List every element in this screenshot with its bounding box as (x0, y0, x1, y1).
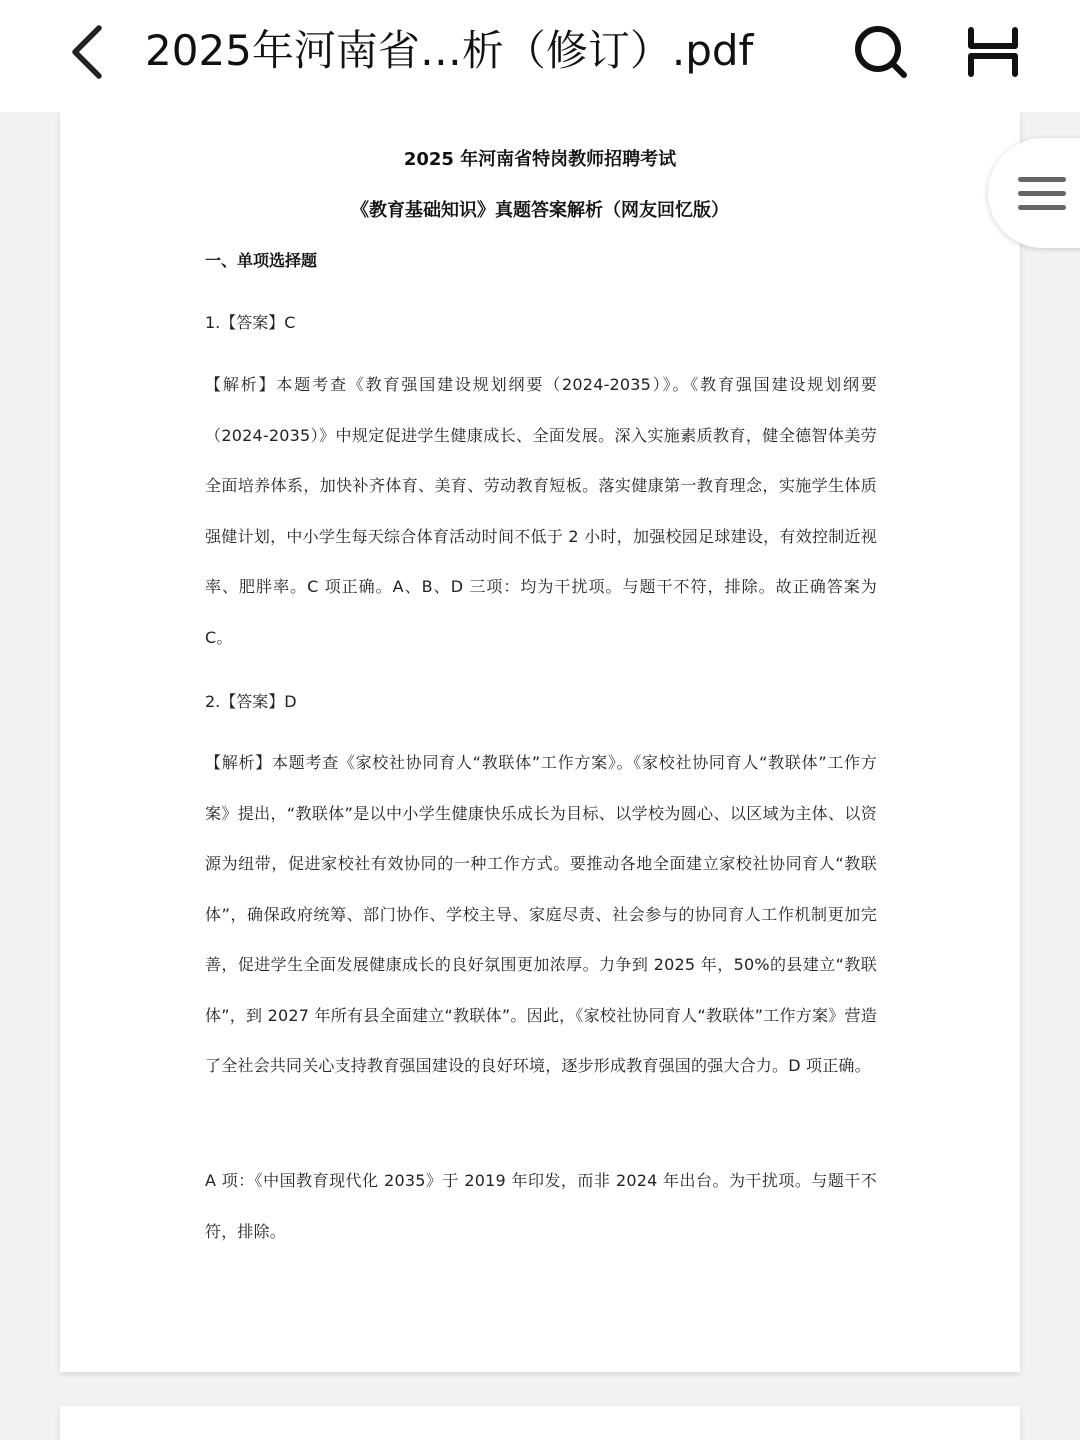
chevron-left-icon (67, 22, 107, 82)
explanation-1: 【解析】本题考查《教育强国建设规划纲要（2024-2035）》。《教育强国建设规划纲要（2024-2035）》中规定促进学生健康成长、全面发展。深入实施素质教育，健全德智体美劳全面培养体系，加快补齐体育、美育、劳动教育短板。落实健康第一教育理念，实施学生体质强健计划，中小学生每天综合体育活动时间不低于 2 小时，加强校园足球建设，有效控制近视率、肥胖率。C 项正确。A、B、D 三项：均为干扰项。与题干不符，排除。故正确答案为 C。 (205, 375, 877, 647)
document-title: 2025年河南省…析（修订）.pdf (145, 26, 754, 75)
pdf-page-next (60, 1406, 1020, 1440)
layout-icon (963, 22, 1023, 82)
explanation-2: 【解析】本题考查《家校社协同育人“教联体”工作方案》。《家校社协同育人“教联体”工作方案》提出，“教联体”是以中小学生健康快乐成长为目标、以学校为圆心、以区域为主体、以资源为纽带，促进家校社有效协同的一种工作方式。要推动各地全面建立家校社协同育人“教联体”，确保政府统筹、部门协作、学校主导、家庭尽责、社会参与的协同育人工作机制更加完善，促进学生全面发展健康成长的良好氛围更加浓厚。力争到 2025 年，50%的县建立“教联体”，到 2027 年所有县全面建立“教联体”。因此，《家校社协同育人“教联体”工作方案》营造了全社会共同关心支持教育强国建设的良好环境，逐步形成教育强国的强大合力。D 项正确。 (205, 753, 877, 1075)
menu-icon-bar (1018, 191, 1066, 196)
search-button[interactable] (843, 14, 919, 90)
section-heading: 一、单项选择题 (205, 251, 318, 270)
back-button[interactable] (52, 14, 122, 90)
doc-title-line2: 《教育基础知识》真题答案解析（网友回忆版） (351, 200, 729, 221)
layout-button[interactable] (955, 14, 1031, 90)
option-a-explanation: A 项：《中国教育现代化 2035》于 2019 年印发，而非 2024 年出台。为干扰项。与题干不符，排除。 (205, 1171, 877, 1241)
search-icon (851, 22, 911, 82)
doc-title-line1: 2025 年河南省特岗教师招聘考试 (403, 149, 677, 170)
pdf-viewer[interactable] (0, 112, 1080, 1440)
pdf-page (60, 112, 1020, 1372)
menu-icon-bar (1018, 205, 1066, 210)
answer-2: 2.【答案】D (205, 692, 297, 711)
answer-1: 1.【答案】C (205, 313, 296, 332)
top-app-bar (0, 0, 1080, 112)
menu-icon (1018, 177, 1066, 182)
